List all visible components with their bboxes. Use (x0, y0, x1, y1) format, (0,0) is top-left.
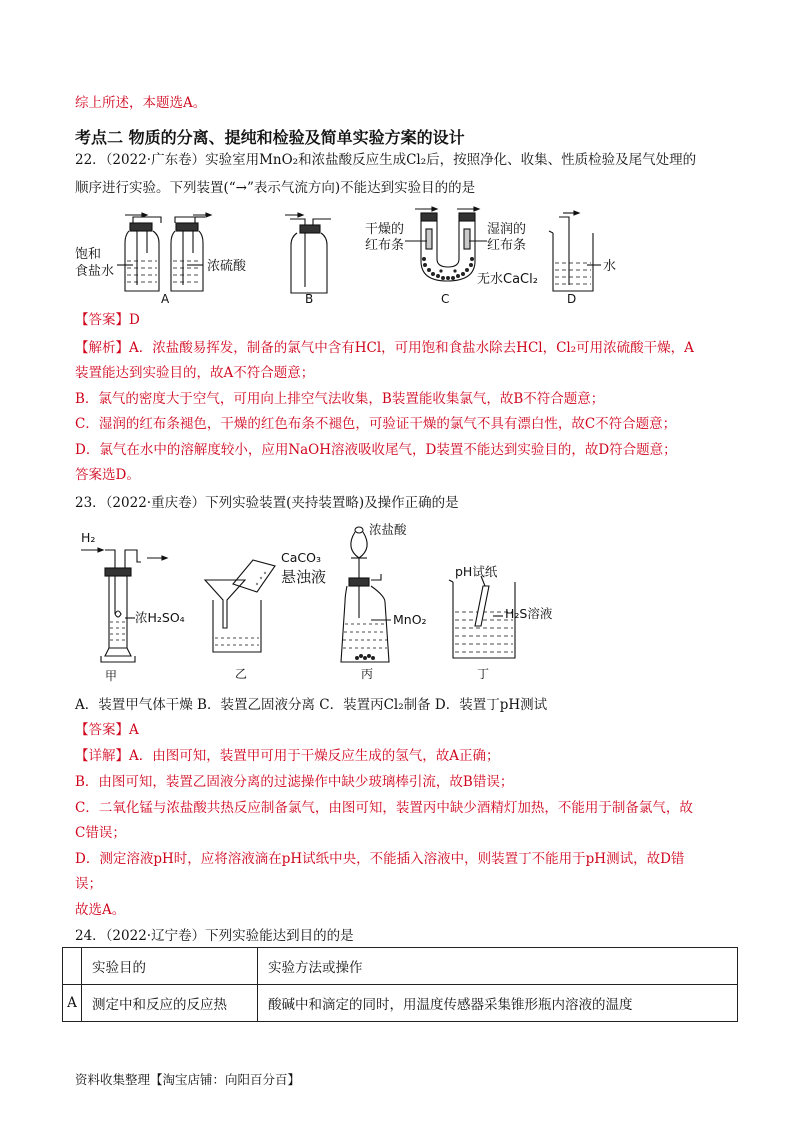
q22-figure (75, 203, 635, 309)
label-saturated-brine-1: 饱和 (75, 247, 102, 262)
q22-stem-line1: 22．（2022·广东卷）实验室用MnO₂和浓盐酸反应生成Cl₂后，按照净化、收集、性质检验及尾气处理的 (75, 152, 697, 168)
q23-stem: 23．（2022·重庆卷）下列实验装置(夹持装置略)及操作正确的是 (75, 495, 459, 511)
q23-options: A．装置甲气体干燥 B．装置乙固液分离 C．装置丙Cl₂制备 D．装置丁pH测试 (75, 697, 548, 713)
label-water: 水 (603, 259, 617, 274)
label-conc-hcl: 浓盐酸 (369, 522, 407, 537)
q22-analysis-2: 装置能达到实验目的，故A不符合题意； (75, 365, 315, 381)
q24-table (62, 947, 738, 1022)
q22-analysis-4: C．湿润的红布条褪色，干燥的红色布条不褪色，可验证干燥的氯气不具有漂白性，故C不符合题意； (75, 416, 677, 432)
label-conc-sulfuric: 浓硫酸 (207, 259, 247, 274)
label-bing: 丙 (361, 667, 374, 681)
label-mno2: MnO₂ (393, 612, 427, 627)
label-saturated-brine-2: 食盐水 (75, 264, 115, 279)
q22-stem-line2: 顺序进行实验。下列装置(“→”表示气流方向)不能达到实验目的的是 (75, 180, 476, 196)
label-conc-h2so4: 浓H₂SO₄ (135, 610, 185, 625)
label-h2s-solution: H₂S溶液 (505, 606, 553, 621)
q23-figure (75, 518, 575, 694)
q22-analysis-6: 答案选D。 (75, 467, 140, 483)
label-c: C (441, 292, 450, 305)
q22-answer: 【答案】D (75, 312, 140, 328)
table-cell: A (63, 985, 82, 1022)
q24-stem: 24．（2022·辽宁卷）下列实验能达到目的的是 (75, 928, 354, 944)
label-dry-cloth-1: 干燥的 (365, 222, 405, 237)
q23-detail-2: B．由图可知，装置乙固液分离的过滤操作中缺少玻璃棒引流，故B错误； (75, 774, 514, 790)
q23-detail-7: 故选A。 (75, 902, 126, 918)
prev-summary: 综上所述，本题选A。 (75, 95, 207, 111)
label-caco3: CaCO₃ (281, 550, 321, 565)
label-dry-cloth-2: 红布条 (365, 238, 405, 253)
label-ph-paper: pH试纸 (455, 564, 498, 579)
table-header-cell (63, 948, 82, 985)
q23-answer: 【答案】A (75, 722, 139, 738)
q23-detail-6: 误； (75, 876, 102, 892)
q23-detail-1: 【详解】A．由图可知，装置甲可用于干燥反应生成的氢气，故A正确； (75, 748, 500, 764)
label-d: D (567, 292, 577, 305)
table-header-row (63, 948, 738, 985)
label-wet-cloth-1: 湿润的 (487, 222, 527, 237)
label-a: A (161, 292, 170, 305)
label-yi: 乙 (235, 667, 248, 681)
table-header-cell: 实验方法或操作 (258, 948, 738, 985)
label-jia: 甲 (105, 669, 118, 683)
label-wet-cloth-2: 红布条 (487, 238, 527, 253)
label-b: B (305, 292, 314, 305)
q22-analysis-1: 【解析】A．浓盐酸易挥发，制备的氯气中含有HCl，可用饱和食盐水除去HCl，Cl₂可用浓硫酸干燥，A (75, 340, 694, 356)
table-header-cell: 实验目的 (82, 948, 258, 985)
section-heading: 考点二 物质的分离、提纯和检验及简单实验方案的设计 (75, 128, 465, 147)
q22-analysis-5: D．氯气在水中的溶解度较小，应用NaOH溶液吸收尾气，D装置不能达到实验目的，故D符合题意； (75, 442, 677, 458)
table-cell: 测定中和反应的反应热 (82, 985, 258, 1022)
q22-analysis-3: B．氯气的密度大于空气，可用向上排空气法收集，B装置能收集氯气，故B不符合题意； (75, 391, 605, 407)
label-h2: H₂ (81, 530, 96, 545)
label-ding: 丁 (477, 667, 490, 681)
footer-note: 资料收集整理【淘宝店铺：向阳百分百】 (75, 1072, 301, 1087)
q23-detail-3: C．二氧化锰与浓盐酸共热反应制备氯气，由图可知，装置丙中缺少酒精灯加热，不能用于制备氯气，故 (75, 800, 693, 816)
table-cell: 酸碱中和滴定的同时，用温度传感器采集锥形瓶内溶液的温度 (258, 985, 738, 1022)
label-cacl2: 无水CaCl₂ (477, 272, 538, 287)
q23-detail-5: D．测定溶液pH时，应将溶液滴在pH试纸中央，不能插入溶液中，则装置丁不能用于pH测试，故D错 (75, 851, 685, 867)
q23-detail-4: C错误； (75, 825, 126, 841)
label-suspension: 悬浊液 (281, 568, 327, 586)
table-row (63, 985, 738, 1022)
